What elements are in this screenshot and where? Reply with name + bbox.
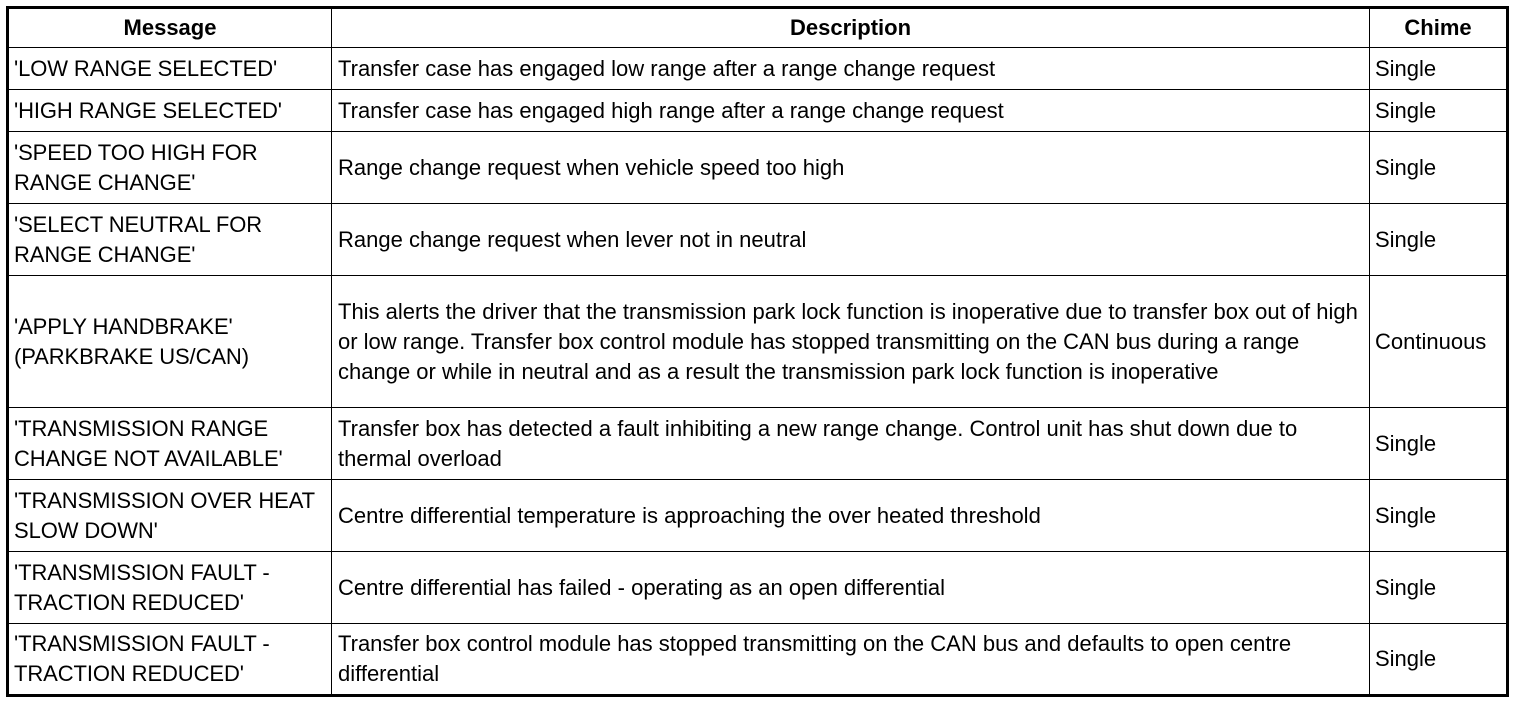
message-cell: 'TRANSMISSION FAULT - TRACTION REDUCED' — [8, 624, 332, 696]
message-cell: 'LOW RANGE SELECTED' — [8, 48, 332, 90]
chime-cell: Single — [1370, 480, 1508, 552]
description-cell: Transfer box has detected a fault inhibiting a new range change. Control unit has shut down due to thermal overload — [332, 408, 1370, 480]
table-row — [8, 48, 1508, 90]
description-cell: Transfer box control module has stopped transmitting on the CAN bus and defaults to open centre differential — [332, 624, 1370, 696]
table-row — [8, 408, 1508, 480]
chime-cell: Single — [1370, 90, 1508, 132]
description-cell: Range change request when lever not in neutral — [332, 204, 1370, 276]
column-header-chime: Chime — [1370, 8, 1508, 48]
description-cell: Centre differential temperature is approaching the over heated threshold — [332, 480, 1370, 552]
table-row — [8, 624, 1508, 696]
table-row — [8, 90, 1508, 132]
table-row — [8, 480, 1508, 552]
description-cell: This alerts the driver that the transmission park lock function is inoperative due to transfer box out of high or low range. Transfer box control module has stopped transmitting on the CAN bus during a range change or while in neutral and as a result the transmission park lock function is inoperative — [332, 276, 1370, 408]
message-cell: 'TRANSMISSION OVER HEAT SLOW DOWN' — [8, 480, 332, 552]
table-row — [8, 276, 1508, 408]
message-cell: 'APPLY HANDBRAKE' (PARKBRAKE US/CAN) — [8, 276, 332, 408]
description-cell: Range change request when vehicle speed too high — [332, 132, 1370, 204]
message-cell: 'SELECT NEUTRAL FOR RANGE CHANGE' — [8, 204, 332, 276]
description-cell: Transfer case has engaged high range after a range change request — [332, 90, 1370, 132]
message-cell: 'TRANSMISSION RANGE CHANGE NOT AVAILABLE' — [8, 408, 332, 480]
chime-cell: Single — [1370, 552, 1508, 624]
column-header-message: Message — [8, 8, 332, 48]
table-header-row — [8, 8, 1508, 48]
chime-cell: Continuous — [1370, 276, 1508, 408]
description-cell: Transfer case has engaged low range after a range change request — [332, 48, 1370, 90]
chime-cell: Single — [1370, 408, 1508, 480]
description-cell: Centre differential has failed - operating as an open differential — [332, 552, 1370, 624]
message-cell: 'TRANSMISSION FAULT - TRACTION REDUCED' — [8, 552, 332, 624]
table-row — [8, 552, 1508, 624]
chime-cell: Single — [1370, 204, 1508, 276]
chime-cell: Single — [1370, 48, 1508, 90]
message-cell: 'HIGH RANGE SELECTED' — [8, 90, 332, 132]
column-header-description: Description — [332, 8, 1370, 48]
chime-cell: Single — [1370, 132, 1508, 204]
message-table — [6, 6, 1509, 697]
table-row — [8, 132, 1508, 204]
message-cell: 'SPEED TOO HIGH FOR RANGE CHANGE' — [8, 132, 332, 204]
chime-cell: Single — [1370, 624, 1508, 696]
table-row — [8, 204, 1508, 276]
